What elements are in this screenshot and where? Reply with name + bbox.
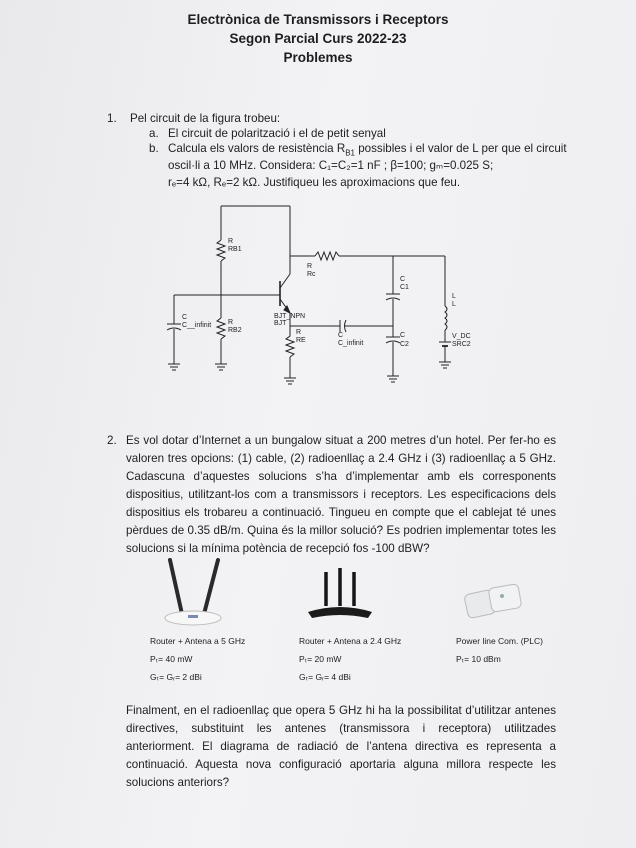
page-subtitle: Segon Parcial Curs 2022-23 <box>229 31 407 46</box>
problem1-a-text: El circuit de polarització i el de petit senyal <box>168 127 386 140</box>
problem1-intro: Pel circuit de la figura trobeu: <box>130 112 281 125</box>
problem1-number: 1. <box>107 112 117 125</box>
label-cinf2: C_infinit <box>338 340 364 347</box>
device-5ghz <box>150 633 245 685</box>
device-24ghz-power: Pₜ= 20 mW <box>299 654 342 664</box>
circuit-diagram <box>150 196 480 390</box>
label-cinf1: C__infinit <box>182 322 212 329</box>
section-heading: Problemes <box>283 50 353 65</box>
label-cinf1-c: C <box>182 314 188 321</box>
page-title: Electrònica de Transmissors i Receptors <box>187 12 449 27</box>
device-plc-name: Power line Com. (PLC) <box>456 636 543 646</box>
device-24ghz-name: Router + Antena a 2.4 GHz <box>299 636 402 646</box>
label-rb1: RB1 <box>228 246 242 253</box>
label-rc: Rc <box>307 271 316 278</box>
problem2-number: 2. <box>107 434 117 447</box>
label-l: L <box>452 301 456 308</box>
label-vdc: V_DC <box>452 333 471 340</box>
label-c1: C1 <box>400 284 409 291</box>
problem1-b-marker: b. <box>149 142 159 155</box>
label-bjt-npn: BJT_NPN <box>274 313 306 320</box>
inductor-l <box>445 306 447 330</box>
problem1-a-marker: a. <box>149 127 159 140</box>
label-c2: C2 <box>400 341 409 348</box>
label-rb2-r: R <box>228 319 234 326</box>
device-plc-power: Pₜ= 10 dBm <box>456 654 501 664</box>
problem1-b-line2: oscil·li a 10 MHz. Considera: C₁=C₂=1 nF ; β=100; gₘ=0.025 S; <box>168 159 494 172</box>
resistor-rb2 <box>217 318 225 339</box>
device-24ghz-gain: Gₜ= Gᵣ= 4 dBi <box>299 672 351 682</box>
b-line1-sub: B1 <box>345 148 355 158</box>
resistor-re <box>286 326 294 357</box>
label-c2-c: C <box>400 332 406 339</box>
bjt-emitter-arrow <box>284 306 290 313</box>
b-line1-rest: possibles i el valor de L per que el circuit <box>355 142 567 155</box>
label-re: RE <box>296 337 306 344</box>
label-bjt: BJT <box>274 320 287 327</box>
problem2-final: Finalment, en el radioenllaç que opera 5 GHz hi ha la possibilitat d’utilitzar antenes directives, substituint les antenes (transmissora i receptora) utilitzades anteriorment. El diagrama de radiació de l’antena directiva es representa a continuació. Aquesta nova configuració aportaria alguna millora respecte les solucions anteriors? <box>126 704 556 789</box>
bjt-collector-leg <box>280 274 290 288</box>
plc-adapter-image <box>460 578 530 622</box>
label-rb1-r: R <box>228 238 234 245</box>
problem1-b-line3: rₑ=4 kΩ, Rₑ=2 kΩ. Justifiqueu les aproximacions que feu. <box>168 176 461 189</box>
label-rb2: RB2 <box>228 327 242 334</box>
device-5ghz-gain: Gₜ= Gᵣ= 2 dBi <box>150 672 202 682</box>
b-line1-start: Calcula els valors de resistència R <box>168 142 346 155</box>
resistor-rb1 <box>217 240 225 261</box>
label-rc-r: R <box>307 263 313 270</box>
label-l-l: L <box>452 293 456 300</box>
router-24ghz-image <box>302 566 378 628</box>
resistor-rc <box>315 252 339 260</box>
device-5ghz-name: Router + Antena a 5 GHz <box>150 636 246 646</box>
device-24ghz <box>299 633 401 685</box>
problem2-paragraph: Es vol dotar d’Internet a un bungalow situat a 200 metres d’un hotel. Per fer-ho es valoren tres opcions: (1) cable, (2) radioenllaç a 2.4 GHz i (3) radioenllaç a 5 GHz. Cadascuna d’aquestes solucions s’ha d’implementar amb els corresponents dispositius, utilitzant-los com a transmissors i receptors. Les especificacions dels dispositius els trobareu a continuació. Tingueu en compte que el cablejat té unes pèrdues de 0.35 dB/m. Quina és la millor solució? Es podrien implementar totes les solucions si la mínima potència de recepció fos -100 dBW? <box>126 434 556 555</box>
router-5ghz-image <box>148 556 238 630</box>
device-5ghz-power: Pₜ= 40 mW <box>150 654 193 664</box>
label-c1-c: C <box>400 276 406 283</box>
label-src2: SRC2 <box>452 341 471 348</box>
label-cinf2-c: C <box>338 332 344 339</box>
label-re-r: R <box>296 329 302 336</box>
device-plc <box>456 633 543 667</box>
